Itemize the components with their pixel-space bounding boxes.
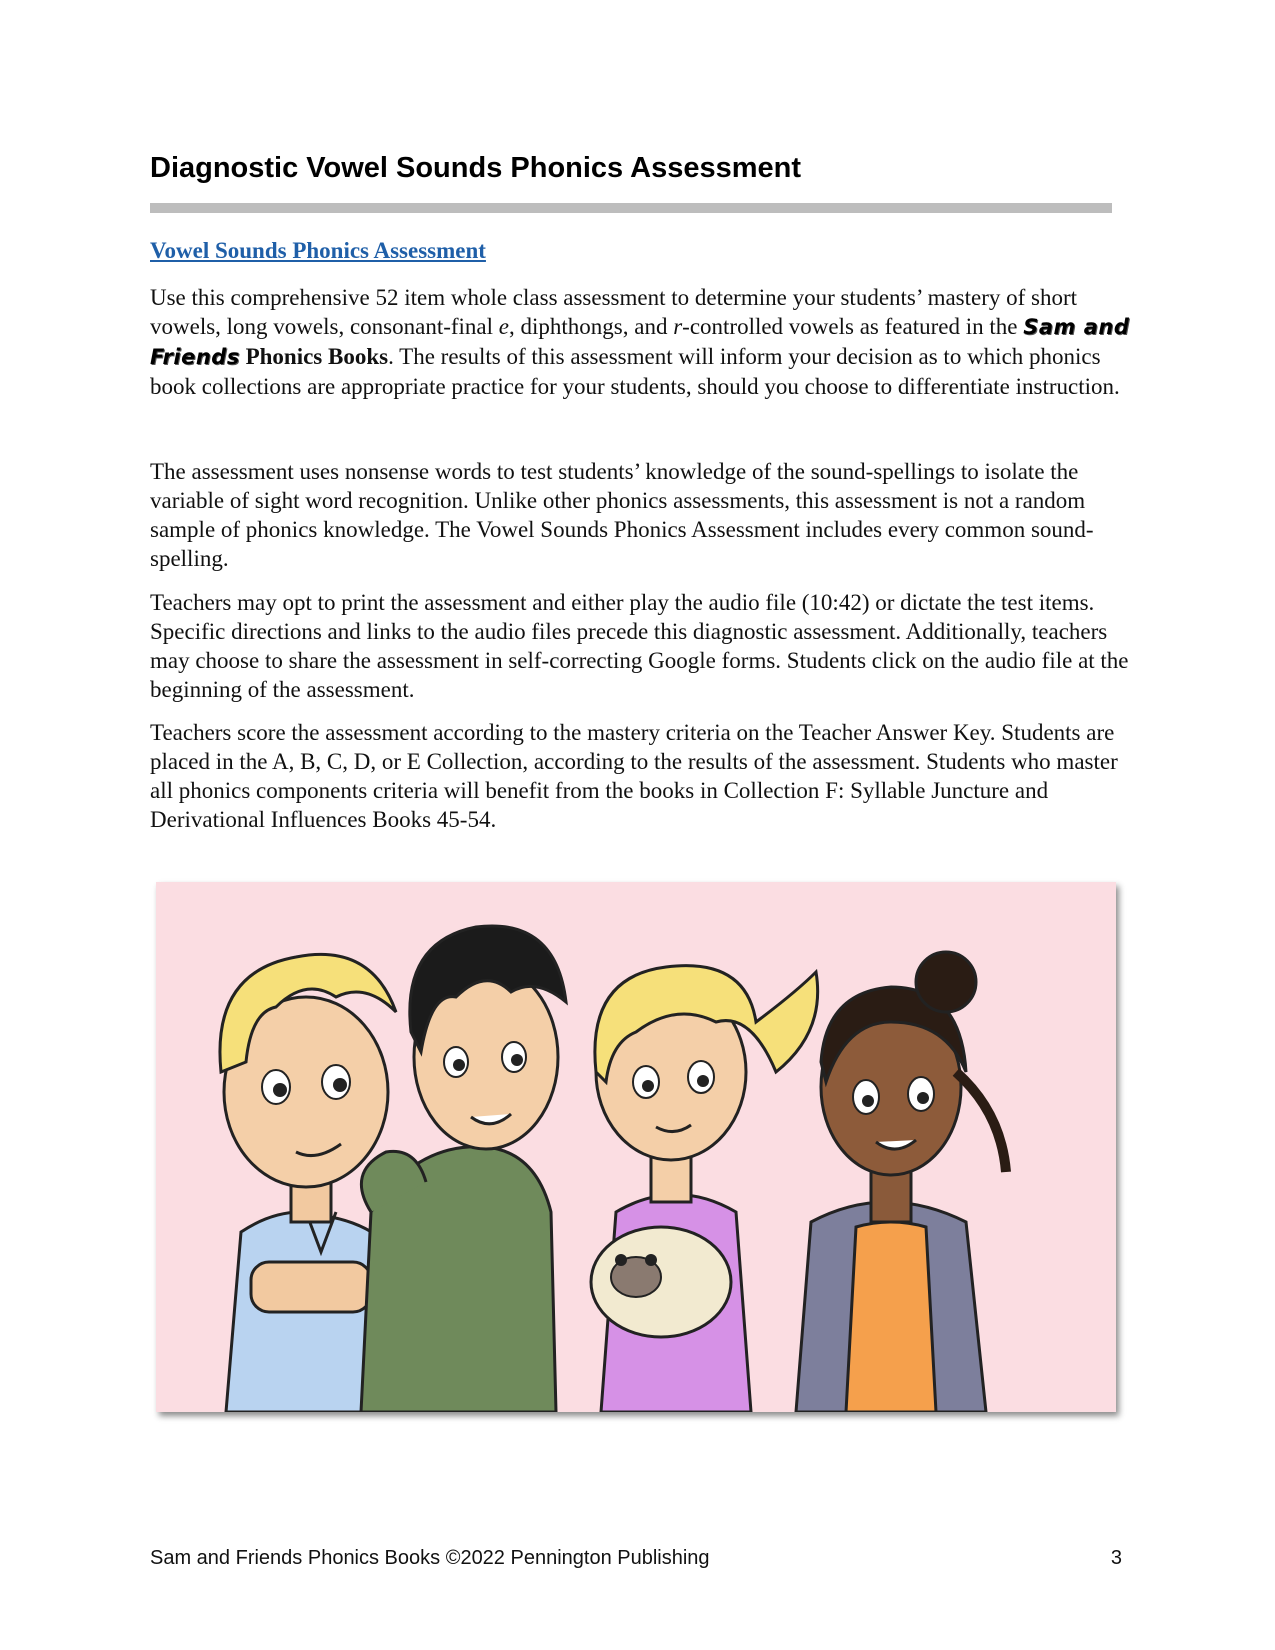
- scoring-paragraph: Teachers score the assessment according to the mastery criteria on the Teacher Answer Key. Students are placed in the A, B, C, D, or E Collection, according to the results of the assessment. Students who master all phonics components criteria will benefit from the books in Collection F: Syllable Juncture and Derivational Influences Books 45-54.: [150, 720, 1118, 832]
- assessment-link[interactable]: Vowel Sounds Phonics Assessment: [150, 238, 486, 263]
- brand-name: Sam and Friends: [150, 315, 1130, 369]
- brand-books: Phonics Books: [239, 344, 389, 369]
- page-number: 3: [1110, 1547, 1122, 1569]
- title-divider: [150, 203, 1112, 213]
- intro-text-d: . The results of this assessment will inform your decision as to which phonics book collections are appropriate practice for your students, should you choose to differentiate instruction.: [150, 344, 1120, 399]
- intro-text-e: e: [498, 314, 509, 339]
- intro-text-a: Use this comprehensive 52 item whole class assessment to determine your students’ mastery of short vowels, long vowels, consonant-final: [150, 285, 1078, 339]
- audio-paragraph: Teachers may opt to print the assessment and either play the audio file (10:42) or dictate the test items. Specific directions and links to the audio files precede this diagnostic assessment. Additionally, teachers may choose to share the assessment in self-correcting Google forms. Students click on the audio file at the beginning of the assessment.: [150, 590, 1129, 702]
- footer-text: Sam and Friends Phonics Books ©2022 Pennington Publishing: [150, 1547, 710, 1569]
- characters-illustration: [156, 882, 1116, 1412]
- intro-text-c: -controlled vowels as featured in the: [682, 314, 1024, 339]
- intro-text-r: r: [673, 314, 683, 339]
- intro-paragraph: [150, 283, 1140, 401]
- page-title: Diagnostic Vowel Sounds Phonics Assessment: [150, 152, 802, 184]
- intro-text-b: , diphthongs, and: [509, 314, 674, 339]
- nonsense-words-paragraph: The assessment uses nonsense words to test students’ knowledge of the sound-spellings to isolate the variable of sight word recognition. Unlike other phonics assessments, this assessment is not a random sample of phonics knowledge. The Vowel Sounds Phonics Assessment includes every common sound-spelling.: [150, 459, 1094, 571]
